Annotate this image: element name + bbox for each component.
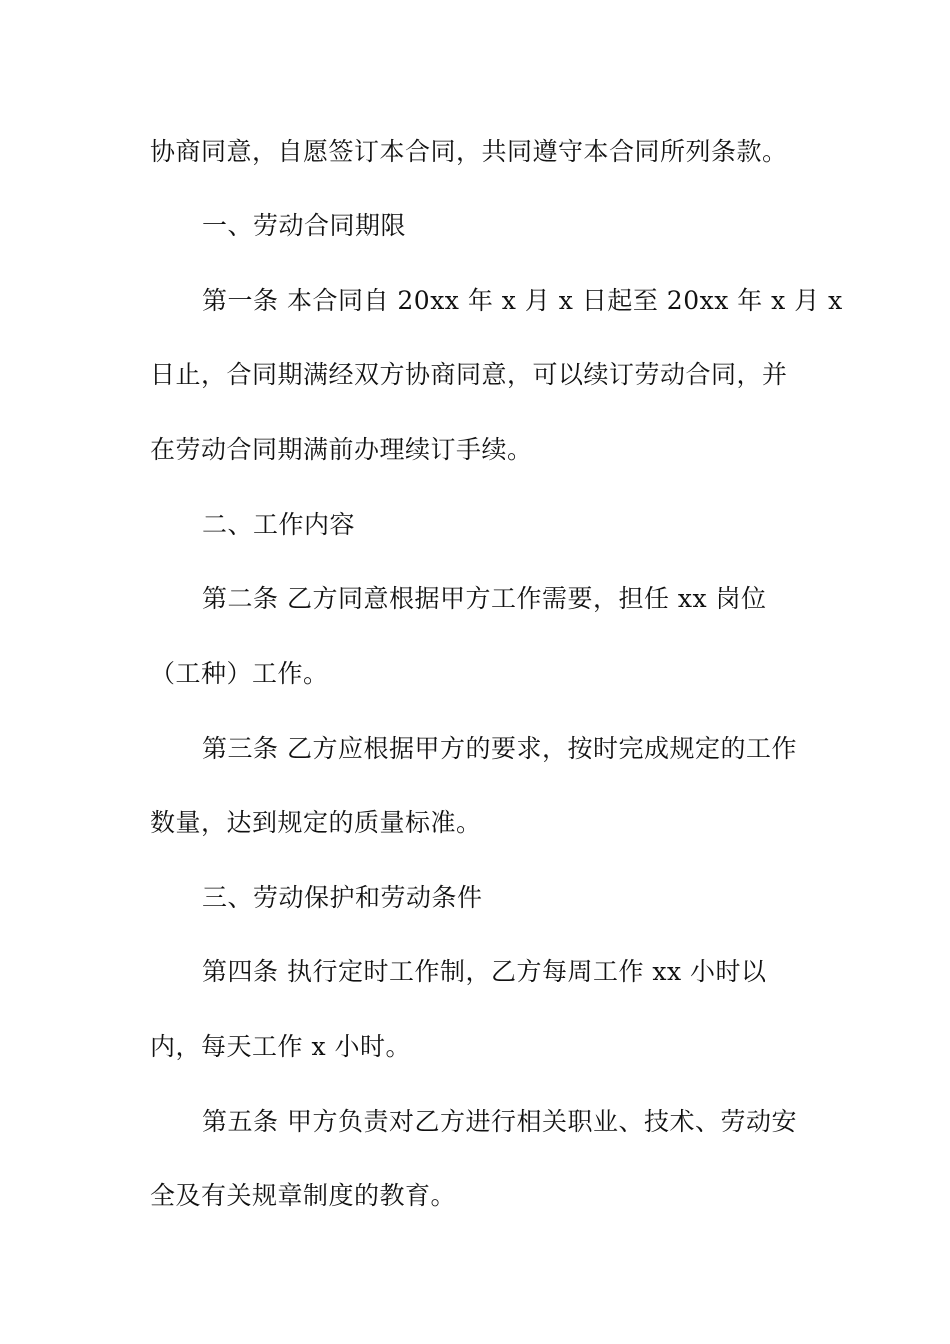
paragraph-line: 第一条 本合同自 20xx 年 x 月 x 日起至 20xx 年 x 月 x — [202, 286, 843, 315]
paragraph-line: （工种）工作。 — [150, 659, 329, 688]
paragraph-line: 在劳动合同期满前办理续订手续。 — [150, 435, 533, 464]
paragraph-line: 协商同意，自愿签订本合同，共同遵守本合同所列条款。 — [150, 137, 788, 166]
paragraph-line: 第五条 甲方负责对乙方进行相关职业、技术、劳动安 — [202, 1107, 797, 1136]
paragraph-line: 全及有关规章制度的教育。 — [150, 1181, 457, 1210]
paragraph-line: 第四条 执行定时工作制，乙方每周工作 xx 小时以 — [202, 957, 767, 986]
paragraph-line: 第二条 乙方同意根据甲方工作需要，担任 xx 岗位 — [202, 584, 767, 613]
paragraph-line: 数量，达到规定的质量标准。 — [150, 808, 482, 837]
section-heading: 一、劳动合同期限 — [202, 211, 407, 240]
section-heading: 二、工作内容 — [202, 510, 356, 539]
section-heading: 三、劳动保护和劳动条件 — [202, 883, 483, 912]
paragraph-line: 内，每天工作 x 小时。 — [150, 1032, 411, 1061]
paragraph-line: 第三条 乙方应根据甲方的要求，按时完成规定的工作 — [202, 734, 797, 763]
paragraph-line: 日止，合同期满经双方协商同意，可以续订劳动合同，并 — [150, 360, 788, 389]
